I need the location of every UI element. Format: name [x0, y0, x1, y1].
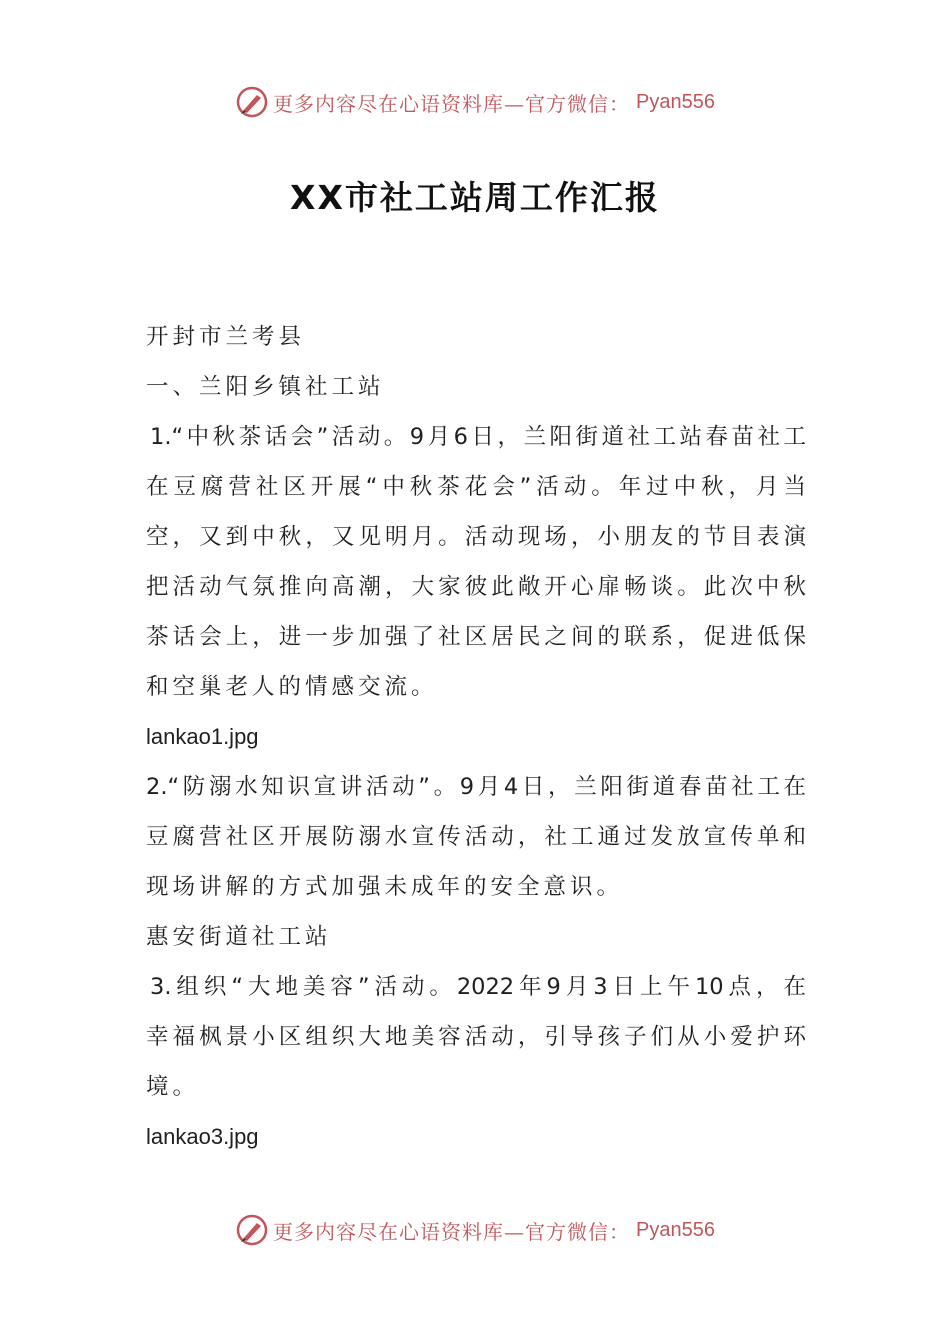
- pen-logo-icon: [235, 1213, 269, 1247]
- paragraph-line: 和空巢老人的情感交流。: [146, 674, 438, 700]
- paragraph-line: 在豆腐营社区开展“中秋茶花会”活动。年过中秋，月当: [146, 474, 806, 500]
- watermark-header: [0, 82, 950, 122]
- paragraph-line: 一、兰阳乡镇社工站: [146, 374, 385, 400]
- watermark-text: 更多内容尽在心语资料库—官方微信：: [273, 91, 631, 116]
- paragraph-line: 境。: [146, 1074, 200, 1100]
- image-filename: lankao1.jpg: [146, 724, 259, 749]
- document-body: [146, 312, 806, 1162]
- watermark-id: Pyan556: [636, 90, 715, 113]
- image-filename: lankao3.jpg: [146, 1124, 259, 1149]
- document-title: XX市社工站周工作汇报: [290, 178, 660, 217]
- paragraph-line: 豆腐营社区开展防溺水宣传活动，社工通过发放宣传单和: [146, 824, 806, 850]
- paragraph-line: 3.组织“大地美容”活动。2022年9月3日上午10点，在: [150, 974, 806, 1000]
- paragraph-line: 把活动气氛推向高潮，大家彼此敞开心扉畅谈。此次中秋: [146, 574, 806, 600]
- watermark-text: 更多内容尽在心语资料库—官方微信：: [273, 1219, 631, 1244]
- watermark-footer: [0, 1210, 950, 1250]
- pen-logo-icon: [235, 85, 269, 119]
- paragraph-line: 现场讲解的方式加强未成年的安全意识。: [146, 874, 624, 900]
- paragraph-line: 2.“防溺水知识宣讲活动”。9月4日，兰阳街道春苗社工在: [146, 774, 806, 800]
- paragraph-line: 茶话会上，进一步加强了社区居民之间的联系，促进低保: [146, 624, 806, 650]
- section-heading: 惠安街道社工站: [146, 924, 332, 950]
- watermark-id: Pyan556: [636, 1218, 715, 1241]
- paragraph-line: 空，又到中秋，又见明月。活动现场，小朋友的节目表演: [146, 524, 806, 550]
- paragraph-line: 1.“中秋茶话会”活动。9月6日，兰阳街道社工站春苗社工: [150, 424, 806, 450]
- paragraph-line: 开封市兰考县: [146, 324, 306, 350]
- paragraph-line: 幸福枫景小区组织大地美容活动，引导孩子们从小爱护环: [146, 1024, 806, 1050]
